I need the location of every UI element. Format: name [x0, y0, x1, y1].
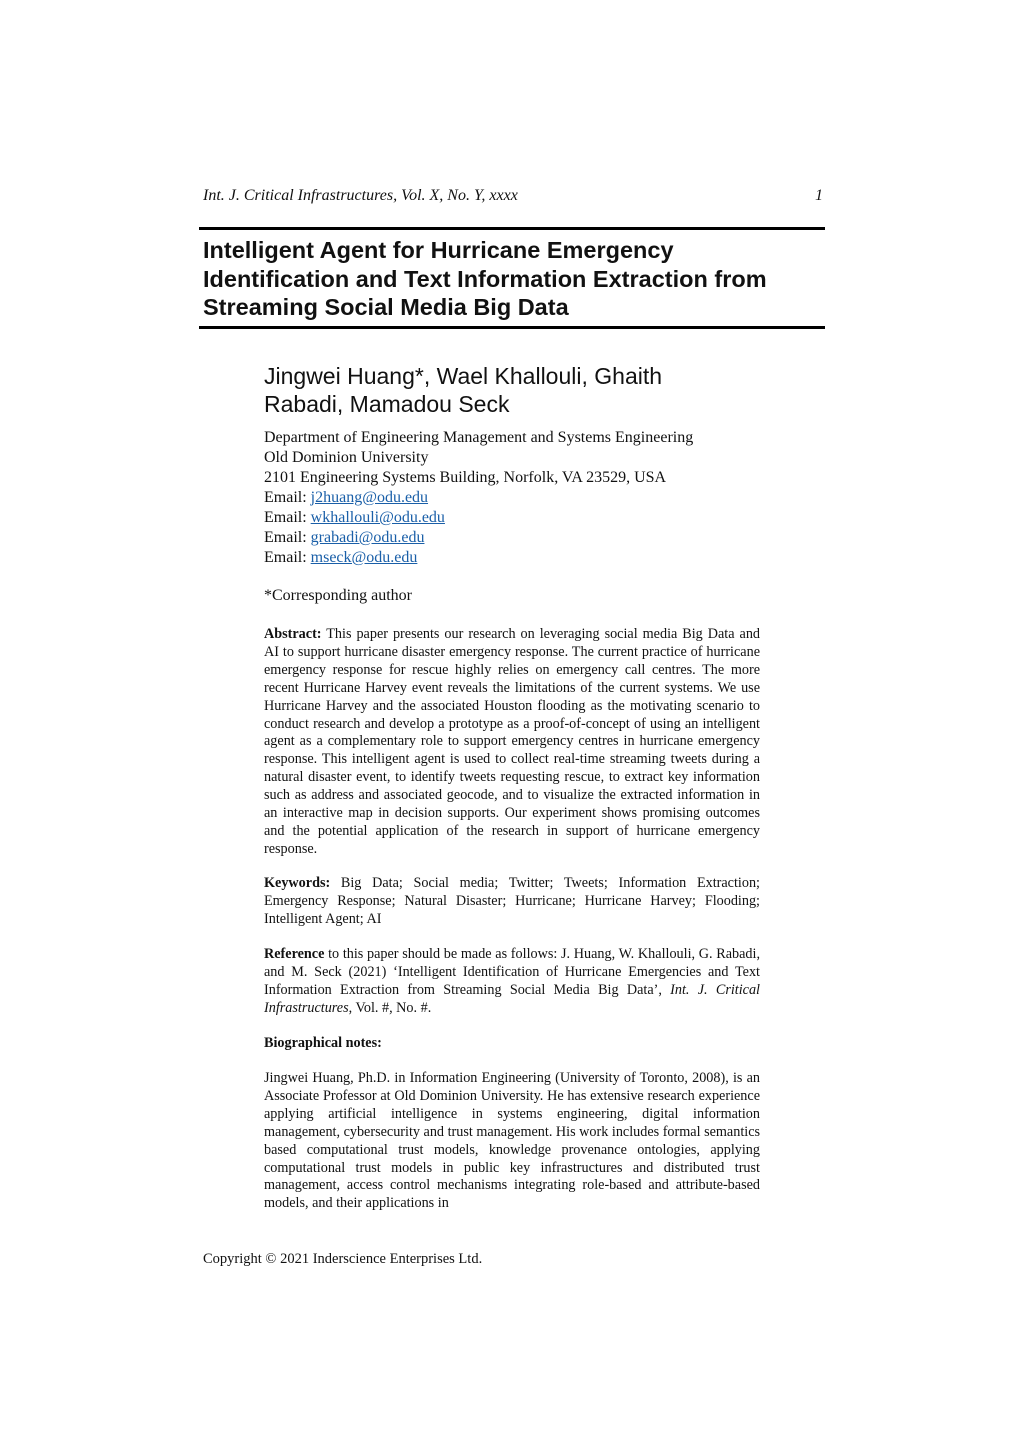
journal-citation: Int. J. Critical Infrastructures, Vol. X, No. Y, xxxx	[203, 187, 518, 204]
reference-label: Reference	[264, 946, 325, 962]
email-label: Email:	[264, 529, 307, 546]
email-line	[264, 548, 764, 568]
reference-journal: Int. J. Critical Infrastructures	[264, 981, 761, 1016]
title-top-rule	[199, 227, 825, 230]
reference-volume: , Vol. #, No. #.	[348, 999, 432, 1016]
keywords-label: Keywords:	[264, 875, 331, 891]
university: Old Dominion University	[264, 449, 429, 466]
biographical-heading: Biographical notes:	[264, 1035, 382, 1051]
biographical-text: Jingwei Huang, Ph.D. in Information Engineering (University of Toronto, 2008), is an Associate Professor at Old Dominion University. He has extensive research experience applying artificial intelligence in systems engineering, digital information management, cybersecurity and trust management. His work includes formal semantics based computational trust models, knowledge provenance ontologies, applying computational trust models in public key infrastructures and distributed trust management, access control mechanisms integrating role-based and attribute-based models, and their applications in	[264, 1070, 761, 1212]
copyright-footer: Copyright © 2021 Inderscience Enterprises Ltd.	[203, 1251, 483, 1267]
author-line: Rabadi, Mamadou Seck	[264, 391, 510, 417]
keywords	[264, 875, 760, 929]
email-link[interactable]: grabadi@odu.edu	[310, 529, 425, 546]
abstract-label: Abstract:	[264, 626, 322, 642]
email-link[interactable]: mseck@odu.edu	[310, 549, 418, 566]
email-line	[264, 488, 764, 508]
email-link[interactable]: j2huang@odu.edu	[310, 489, 429, 506]
title-line: Intelligent Agent for Hurricane Emergency	[203, 237, 674, 263]
affiliation-block	[264, 428, 764, 568]
email-line	[264, 508, 764, 528]
email-label: Email:	[264, 509, 307, 526]
author-list	[264, 362, 734, 418]
corresponding-author-note: *Corresponding author	[264, 587, 412, 604]
page-number: 1	[815, 187, 823, 204]
running-header	[203, 186, 825, 206]
email-label: Email:	[264, 549, 307, 566]
author-line: Jingwei Huang*, Wael Khallouli, Ghaith	[264, 363, 663, 389]
reference-text: to this paper should be made as follows: J. Huang, W. Khallouli, G. Rabadi, and M. Seck (2021) ‘Intelligent Identification of Hurricane Emergencies and Text Information Extraction from Streaming Social Media Big Data’,	[264, 946, 761, 998]
paper-title	[203, 236, 823, 322]
title-line: Streaming Social Media Big Data	[203, 294, 569, 320]
email-link[interactable]: wkhallouli@odu.edu	[310, 509, 445, 526]
reference-note	[264, 946, 760, 1018]
abstract-text: This paper presents our research on leveraging social media Big Data and AI to support hurricane disaster emergency response. The current practice of hurricane emergency response for rescue highly relies on emergency call centres. The more recent Hurricane Harvey event reveals the limitations of the current systems. We use Hurricane Harvey and the associated Houston flooding as the motivating scenario to conduct research and develop a prototype as a proof-of-concept of using an intelligent agent as a complementary role to support emergency centres in hurricane emergency response. This intelligent agent is used to collect real-time streaming tweets during a natural disaster event, to identify tweets requesting rescue, to extract key information such as address and associated geocode, and to visualize the extracted information in an interactive map in decision supports. Our experiment shows promising outcomes and the potential application of the research in support of hurricane emergency response.	[264, 626, 761, 857]
title-bottom-rule	[199, 326, 825, 329]
department: Department of Engineering Management and Systems Engineering	[264, 429, 694, 446]
email-label: Email:	[264, 489, 307, 506]
title-line: Identification and Text Information Extraction from	[203, 265, 767, 292]
keywords-text: Big Data; Social media; Twitter; Tweets; Information Extraction; Emergency Response; Natural Disaster; Hurricane; Hurricane Harvey; Flooding; Intelligent Agent; AI	[264, 875, 760, 927]
abstract	[264, 626, 760, 859]
address: 2101 Engineering Systems Building, Norfolk, VA 23529, USA	[264, 469, 667, 486]
email-line	[264, 528, 764, 548]
